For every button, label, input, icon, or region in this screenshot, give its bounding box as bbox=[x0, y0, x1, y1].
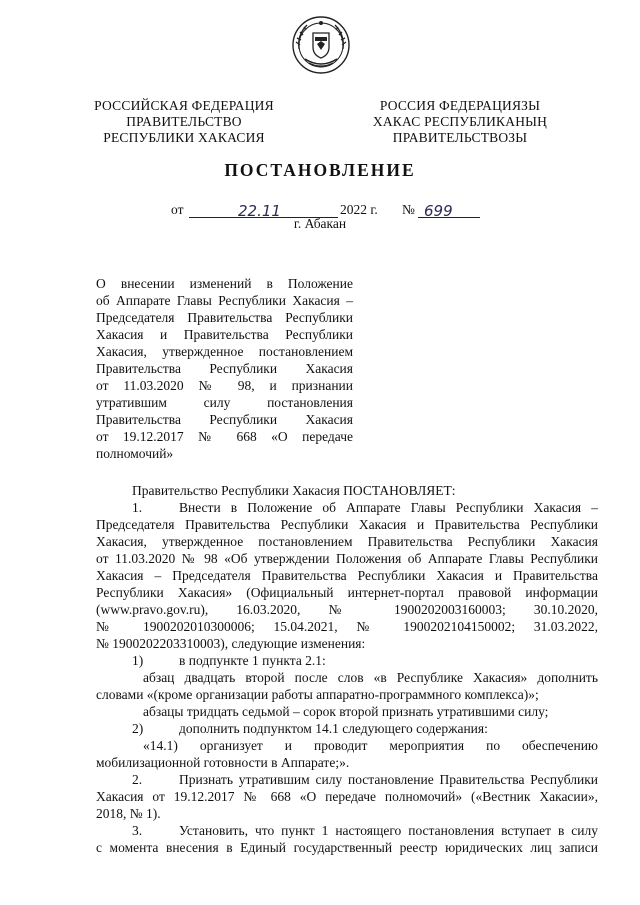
date-number-line bbox=[0, 196, 640, 218]
paragraph-2-line: 2018, № 1). bbox=[96, 806, 161, 821]
header-left-line: ПРАВИТЕЛЬСТВО bbox=[126, 114, 242, 129]
clause-2-quote-cont: мобилизационной готовности в Аппарате;». bbox=[96, 755, 350, 770]
coat-of-arms-icon bbox=[291, 15, 351, 75]
subject-line: О внесении изменений в Положение bbox=[96, 276, 353, 291]
clause-1a-first: абзац двадцать второй после слов «в Республике Хакасия» дополнить bbox=[143, 670, 598, 685]
subject-line: от 19.12.2017 № 668 «О передаче bbox=[96, 429, 353, 444]
paragraph-2-line: Хакасия от 19.12.2017 № 668 «О передаче полномочий» («Вестник Хакасии», bbox=[96, 789, 598, 804]
paragraph-number: 1. bbox=[132, 500, 143, 515]
date-year: 2022 г. bbox=[340, 202, 378, 217]
city-line: г. Абакан bbox=[293, 216, 347, 231]
handwritten-number: 699 bbox=[424, 202, 453, 220]
header-left-line: РЕСПУБЛИКИ ХАКАСИЯ bbox=[103, 130, 265, 145]
paragraph-1-first bbox=[96, 499, 598, 516]
subparagraph-number: 2) bbox=[132, 721, 144, 736]
clause-1a-cont: словами «(кроме организации работы аппаратно-программного комплекса)»; bbox=[96, 687, 539, 702]
subject-line: Правительства Республики Хакасия bbox=[96, 361, 353, 376]
paragraph-number: 3. bbox=[132, 823, 143, 838]
subject-line: от 11.03.2020 № 98, и признании bbox=[96, 378, 353, 393]
subparagraph-text: дополнить подпунктом 14.1 следующего содержания: bbox=[179, 721, 488, 736]
header-right-line: РОССИЯ ФЕДЕРАЦИЯЗЫ bbox=[379, 98, 541, 113]
subparagraph-text: в подпункте 1 пункта 2.1: bbox=[179, 653, 326, 668]
subject-line: об Аппарате Главы Республики Хакасия – bbox=[96, 293, 353, 308]
paragraph-1-line: Председателя Правительства Республики Хакасия и Правительства Республики bbox=[96, 517, 598, 532]
paragraph-3-first bbox=[96, 822, 598, 839]
paragraph-1-line: № 1900202010300006; 15.04.2021, № 1900202104150002; 31.03.2022, bbox=[96, 619, 598, 634]
header-russian bbox=[84, 98, 284, 146]
number-label: № bbox=[402, 202, 415, 217]
subparagraph-number: 1) bbox=[132, 653, 144, 668]
subject-line: Хакасия и Правительства Республики bbox=[96, 327, 353, 342]
header-khakas bbox=[360, 98, 560, 146]
document-title: ПОСТАНОВЛЕНИЕ bbox=[224, 160, 416, 180]
handwritten-date: 22.11 bbox=[238, 202, 281, 220]
paragraph-1-line: от 11.03.2020 № 98 «Об утверждении Положения об Аппарате Главы Республики bbox=[96, 551, 598, 566]
clause-1b: абзацы тридцать седьмой – сорок второй признать утратившими силу; bbox=[143, 704, 549, 719]
paragraph-2-first bbox=[96, 771, 598, 788]
subject-line: Хакасия, утвержденное постановлением bbox=[96, 344, 353, 359]
paragraph-1-line: (www.pravo.gov.ru), 16.03.2020, № 1900202003160003; 30.10.2020, bbox=[96, 602, 598, 617]
paragraph-text: Признать утратившим силу постановление Правительства Республики bbox=[179, 772, 598, 787]
paragraph-3-line: с момента внесения в Единый государственный реестр юридических лиц записи bbox=[96, 840, 598, 855]
subject-line: Правительства Республики Хакасия bbox=[96, 412, 353, 427]
subject-block bbox=[96, 275, 353, 462]
subject-line: полномочий» bbox=[96, 446, 174, 461]
clause-2-quote-first: «14.1) организует и проводит мероприятия по обеспечению bbox=[143, 738, 598, 753]
document-body bbox=[96, 482, 598, 856]
header-right-line: ПРАВИТЕЛЬСТВОЗЫ bbox=[392, 130, 528, 145]
date-prefix: от bbox=[171, 202, 184, 217]
header-right-line: ХАКАС РЕСПУБЛИКАНЫҢ bbox=[372, 114, 548, 129]
header-left-line: РОССИЙСКАЯ ФЕДЕРАЦИЯ bbox=[94, 98, 274, 113]
subparagraph-2 bbox=[96, 720, 598, 737]
subparagraph-1 bbox=[96, 652, 598, 669]
paragraph-text: Установить, что пункт 1 настоящего постановления вступает в силу bbox=[179, 823, 598, 838]
subject-line: Председателя Правительства Республики bbox=[96, 310, 353, 325]
paragraph-1-line: Республики Хакасия» (Официальный интернет-портал правовой информации bbox=[96, 585, 598, 600]
paragraph-number: 2. bbox=[132, 772, 143, 787]
subject-line: утратившим силу постановления bbox=[96, 395, 353, 410]
paragraph-1-line: № 1900202203310003), следующие изменения: bbox=[96, 636, 366, 651]
paragraph-1-line: Хакасия – Председателя Правительства Республики Хакасия и Правительства bbox=[96, 568, 598, 583]
paragraph-1-line: Хакасия, утвержденное постановлением Правительства Республики Хакасия bbox=[96, 534, 598, 549]
paragraph-text: Внести в Положение об Аппарате Главы Республики Хакасия – bbox=[179, 500, 598, 515]
intro-line: Правительство Республики Хакасия ПОСТАНОВЛЯЕТ: bbox=[132, 483, 456, 498]
